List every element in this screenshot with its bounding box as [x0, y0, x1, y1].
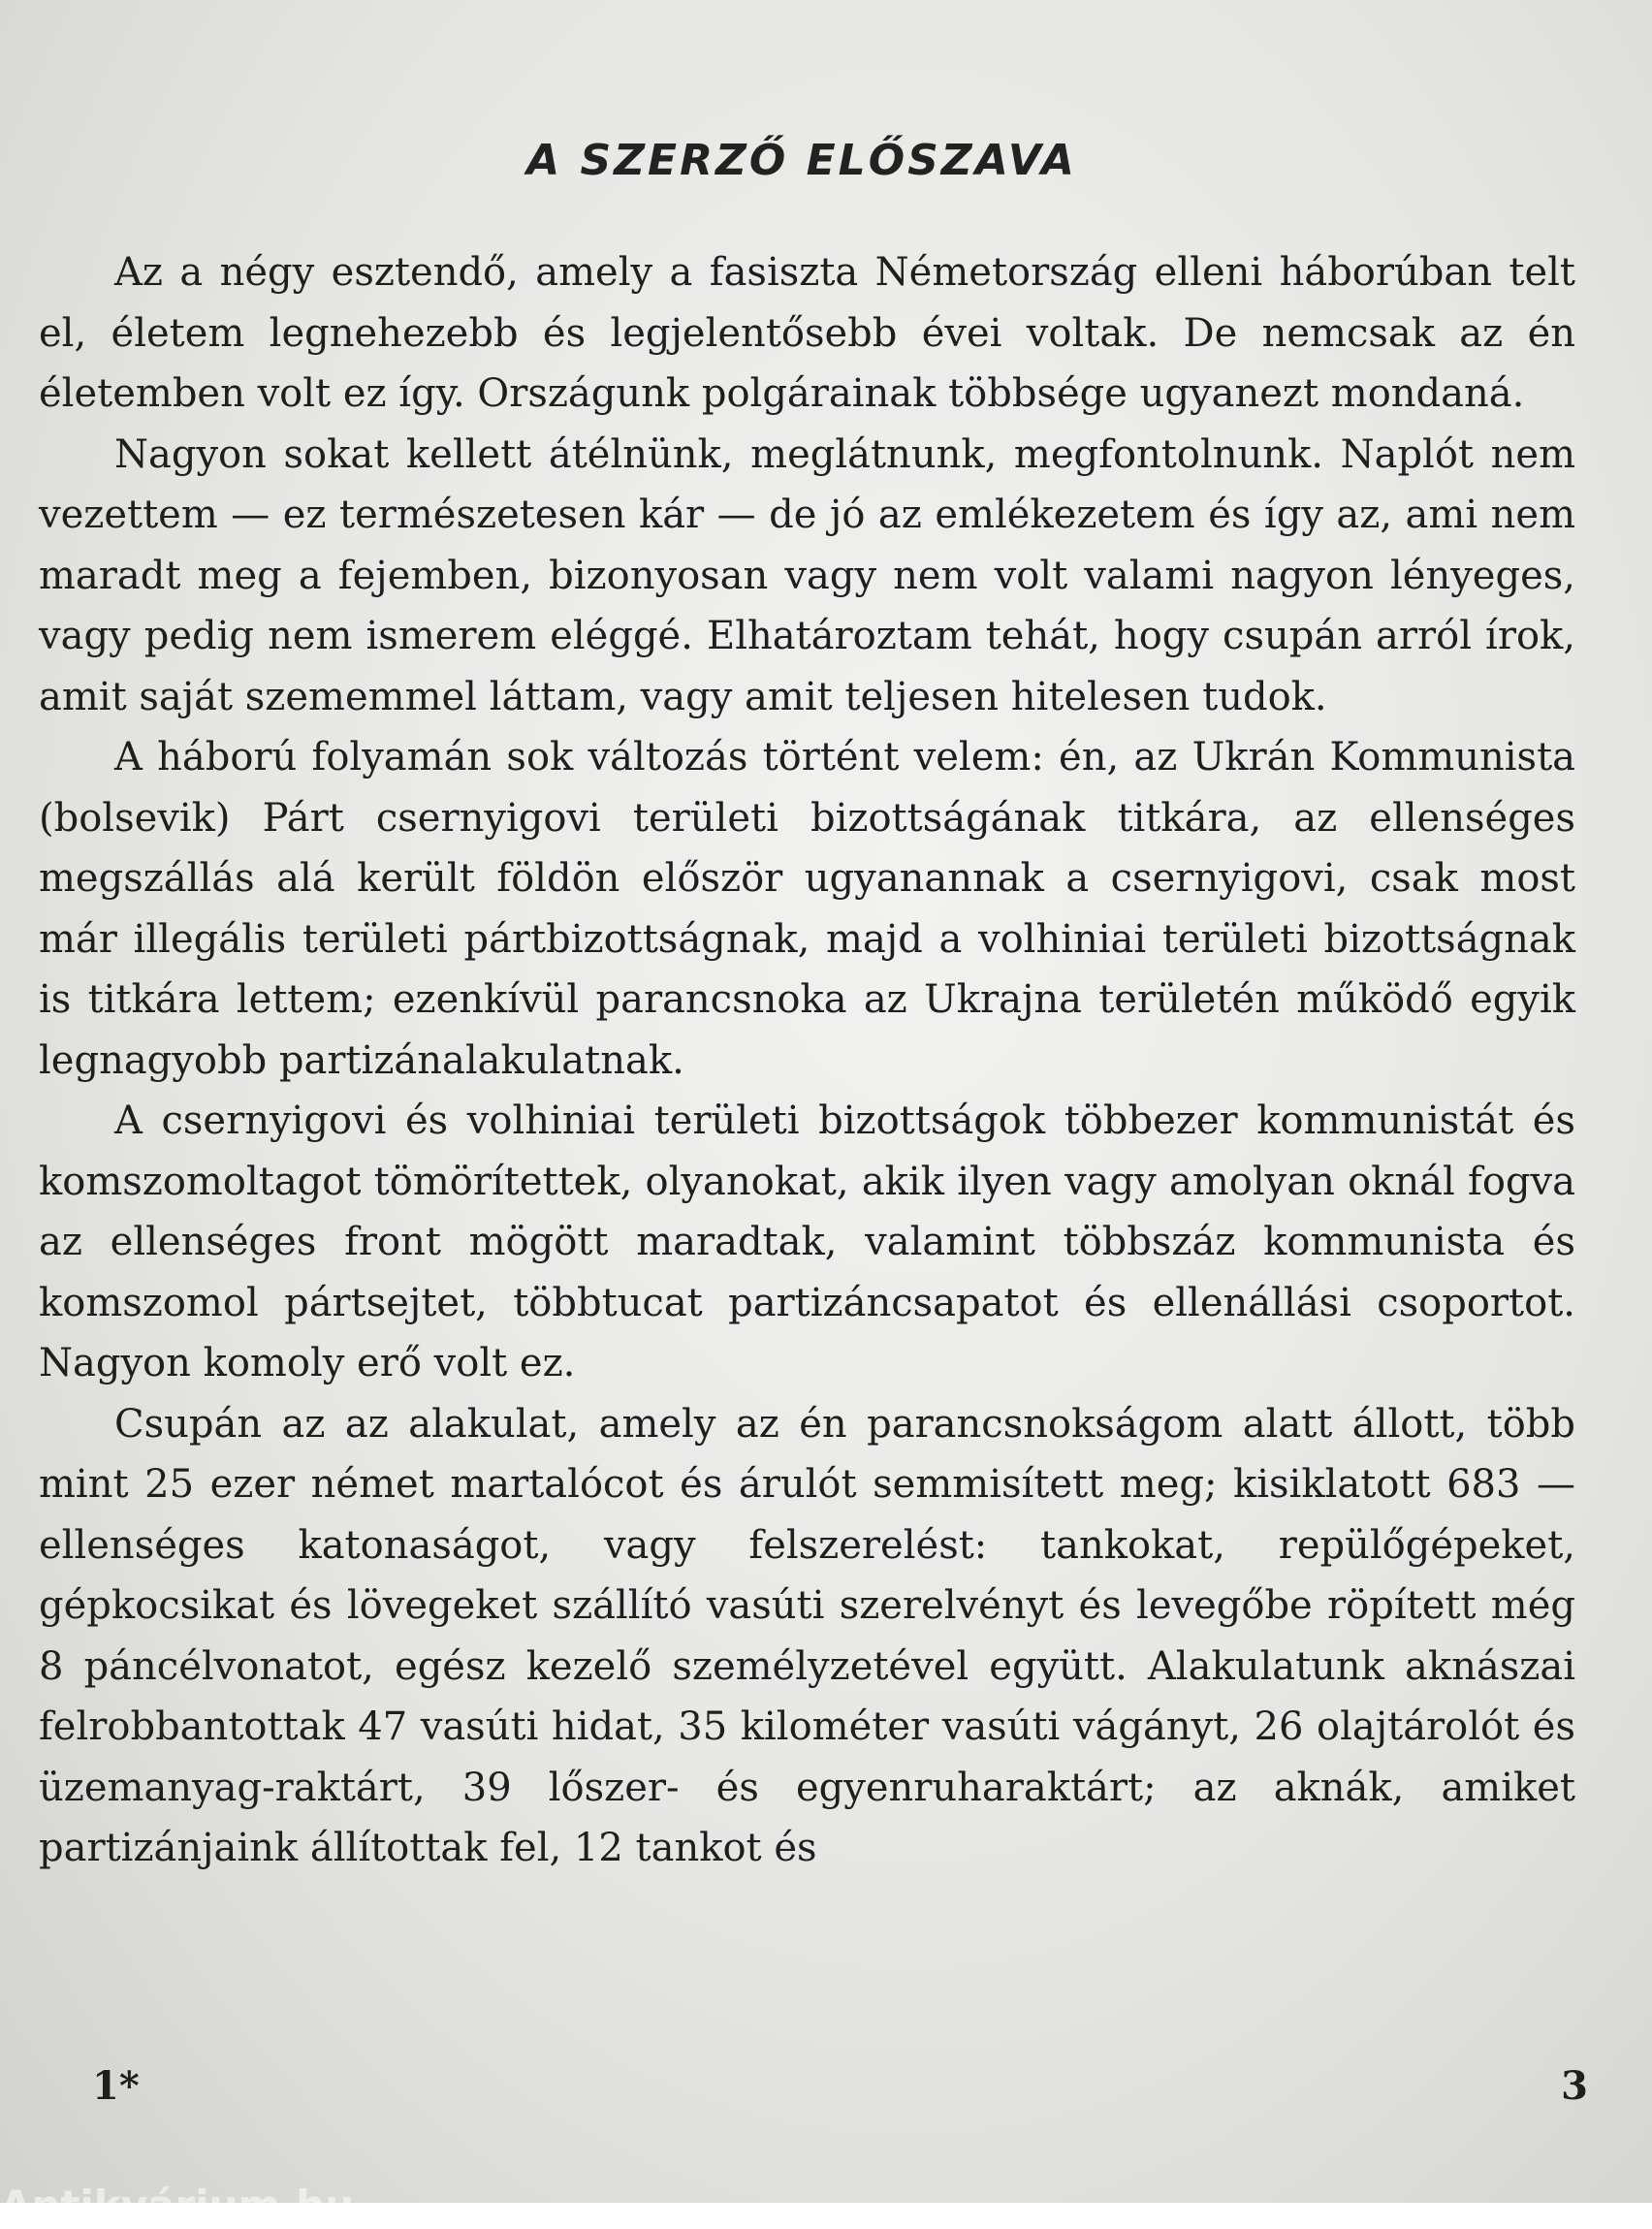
watermark-text: Antikvárium.hu [0, 2181, 355, 2229]
paragraph: A csernyigovi és volhiniai területi bizottságok többezer kommunistát és komszomoltagot tömörítettek, olyanokat, akik ilyen vagy amolyan oknál fogva az ellenséges front mögött maradtak, valamint többszáz kommunista és komszomol pártsejtet, többtucat partizáncsapatot és ellenállási csoportot. Nagyon komoly erő volt ez. [39, 1099, 1575, 1385]
paragraph: Nagyon sokat kellett átélnünk, meglátnunk, megfontolnunk. Naplót nem vezettem — ez természetesen kár — de jó az emlékezetem és így az, ami nem maradt meg a fejemben, bizonyosan vagy nem volt valami nagyon lényeges, vagy pedig nem ismerem eléggé. Elhatároztam tehát, hogy csupán arról írok, amit saját szememmel láttam, vagy amit teljesen hitelesen tudok. [39, 431, 1575, 719]
body-text [39, 242, 1575, 1879]
paragraph: Csupán az az alakulat, amely az én parancsnokságom alatt állott, több mint 25 ezer német martalócot és árulót semmisített meg; kisiklatott 683 — ellenséges katonaságot, vagy felszerelést: tankokat, repülőgépeket, gépkocsikat és lövegeket szállító vasúti szerelvényt és levegőbe röpített még 8 páncélvonatot, egész kezelő személyzetével együtt. Alakulatunk aknászai felrobbantottak 47 vasúti hidat, 35 kilométer vasúti vágányt, 26 olajtárolót és üzemanyag-raktárt, 39 lőszer- és egyenruharaktárt; az aknák, amiket partizánjaink állítottak fel, 12 tankot és [39, 1401, 1575, 1870]
watermark [0, 2178, 368, 2229]
paragraph: Az a négy esztendő, amely a fasiszta Németország elleni háborúban telt el, életem legnehezebb és legjelentősebb évei voltak. De nemcsak az én életemben volt ez így. Országunk polgárainak többsége ugyanezt mondaná. [39, 250, 1575, 416]
page-title: A SZERZŐ ELŐSZAVA [526, 136, 1077, 185]
paragraph: A háború folyamán sok változás történt velem: én, az Ukrán Kommunista (bolsevik) Párt csernyigovi területi bizottságának titkára, az ellenséges megszállás alá került földön először ugyanannak a csernyigovi, csak most már illegális területi pártbizottságnak, majd a volhiniai területi bizottságnak is titkára lettem; ezenkívül parancsnoka az Ukrajna területén működő egyik legnagyobb partizánalakulatnak. [39, 735, 1575, 1083]
signature-mark: 1* [92, 2063, 140, 2109]
page-number: 3 [1561, 2063, 1588, 2109]
